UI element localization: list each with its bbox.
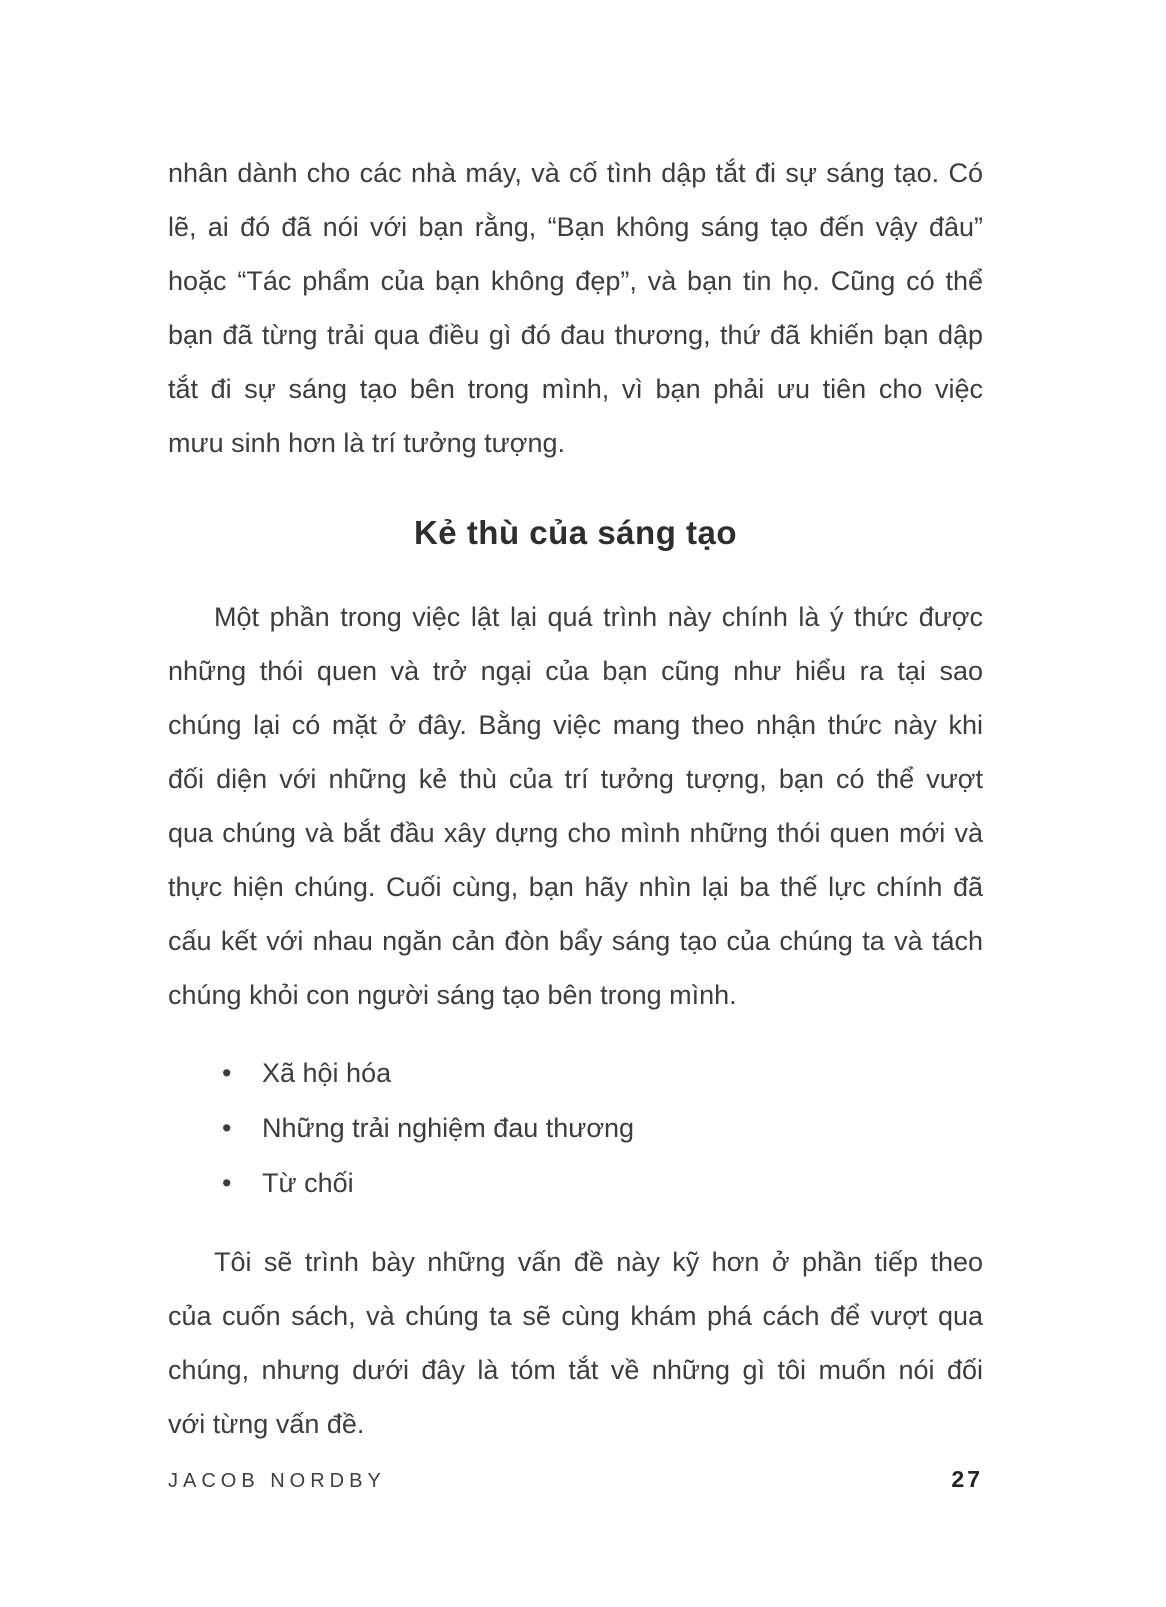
bullet-icon: •: [222, 1168, 232, 1198]
paragraph-line: bạn đã từng trải qua điều gì đó đau thương, thứ đã khiến bạn dập: [168, 320, 983, 350]
section-heading: Kẻ thù của sáng tạo: [413, 514, 738, 551]
paragraph-line: của cuốn sách, và chúng ta sẽ cùng khám phá cách để vượt qua: [168, 1301, 983, 1331]
paragraph-line: với từng vấn đề.: [168, 1409, 365, 1439]
list-item: [168, 1101, 983, 1156]
paragraph-line: hoặc “Tác phẩm của bạn không đẹp”, và bạn tin họ. Cũng có thể: [168, 266, 983, 296]
list-item-label: Xã hội hóa: [262, 1058, 392, 1088]
text-column: [168, 146, 983, 1451]
paragraph-line: tắt đi sự sáng tạo bên trong mình, vì bạn phải ưu tiên cho việc: [168, 374, 983, 404]
paragraph-line: thực hiện chúng. Cuối cùng, bạn hãy nhìn lại ba thế lực chính đã: [168, 872, 983, 902]
list-item-label: Từ chối: [262, 1168, 354, 1198]
paragraph-line: Một phần trong việc lật lại quá trình này chính là ý thức được: [214, 602, 983, 632]
paragraph-line: cấu kết với nhau ngăn cản đòn bẩy sáng tạo của chúng ta và tách: [168, 926, 983, 956]
paragraph-line: chúng, nhưng dưới đây là tóm tắt về những gì tôi muốn nói đối: [168, 1355, 983, 1385]
paragraph: [168, 146, 983, 470]
paragraph-line: qua chúng và bắt đầu xây dựng cho mình những thói quen mới và: [168, 818, 983, 848]
paragraph-line: mưu sinh hơn là trí tưởng tượng.: [168, 428, 565, 458]
paragraph-line: lẽ, ai đó đã nói với bạn rằng, “Bạn không sáng tạo đến vậy đâu”: [168, 212, 983, 242]
paragraph-line: nhân dành cho các nhà máy, và cố tình dập tắt đi sự sáng tạo. Có: [168, 158, 983, 188]
bullet-icon: •: [222, 1058, 232, 1088]
paragraph-line: những thói quen và trở ngại của bạn cũng như hiểu ra tại sao: [168, 656, 983, 686]
paragraph: [168, 1235, 983, 1451]
paragraph-line: Tôi sẽ trình bày những vấn đề này kỹ hơn ở phần tiếp theo: [214, 1247, 983, 1277]
paragraph-line: đối diện với những kẻ thù của trí tưởng tượng, bạn có thể vượt: [168, 764, 983, 794]
bullet-icon: •: [222, 1113, 232, 1143]
paragraph: [168, 590, 983, 1022]
list-item-label: Những trải nghiệm đau thương: [262, 1113, 635, 1143]
paragraph-line: chúng lại có mặt ở đây. Bằng việc mang theo nhận thức này khi: [168, 710, 983, 740]
paragraph-line: chúng khỏi con người sáng tạo bên trong mình.: [168, 980, 737, 1010]
list-item: [168, 1156, 983, 1211]
page-number: 27: [951, 1466, 983, 1492]
running-footer-author: JACOB NORDBY: [168, 1470, 386, 1492]
list-item: [168, 1046, 983, 1101]
bullet-list: [168, 1046, 983, 1211]
page-footer: [168, 1466, 983, 1493]
